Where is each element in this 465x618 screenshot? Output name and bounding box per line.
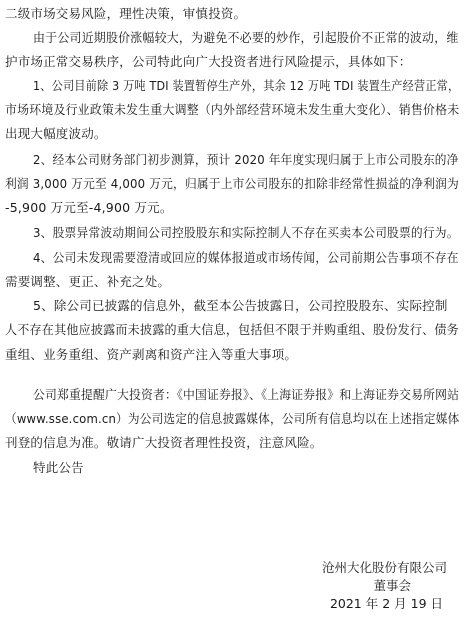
reminder-line-1: 公司郑重提醒广大投资者：《中国证券报》、《上海证券报》和上海证券交易所网站	[33, 387, 460, 402]
reminder-line-2: （www.sse.com.cn）为公司选定的信息披露媒体，公司所有信息均以在上述指定媒体	[5, 411, 460, 426]
signature-company: 沧州大化股份有限公司	[321, 560, 447, 575]
signature-board: 董事会	[373, 578, 411, 593]
item5-line-3: 重组、业务重组、资产剥离和资产注入等重大事项。	[5, 347, 298, 362]
closing-text: 特此公告	[33, 460, 84, 475]
item5-line-2: 人不存在其他应披露而未披露的重大信息，包括但不限于并购重组、股份发行、债务	[5, 322, 459, 337]
signature-date: 2021 年 2 月 19 日	[329, 596, 443, 611]
reminder-line-3: 刊登的信息为准。敬请广大投资者理性投资，注意风险。	[5, 435, 323, 450]
item2-line-1: 2、经本公司财务部门初步测算，预计 2020 年年度实现归属于上市公司股东的净	[33, 152, 459, 167]
item1-line-3: 出现大幅度波动。	[5, 126, 107, 141]
item4-line-2: 需要调整、更正、补充之处。	[5, 274, 171, 289]
item1-line-2: 市场环境及行业政策未发生重大调整（内外部经营环境未发生重大变化）、销售价格未	[5, 102, 460, 117]
intro-line-2: 护市场正常交易秩序，公司特此向广大投资者进行风险提示，具体如下：	[5, 54, 412, 69]
item1-line-1: 1、公司目前除 3 万吨 TDI 装置暂停生产外，其余 12 万吨 TDI 装置生产经营正常，	[33, 78, 460, 93]
intro-line-0: 二级市场交易风险，理性决策，审慎投资。	[5, 6, 247, 21]
item3-line-1: 3、股票异常波动期间公司控股股东和实际控制人不存在买卖本公司股票的行为。	[33, 225, 459, 240]
item5-line-1: 5、除公司已披露的信息外，截至本公告披露日，公司控股股东、实际控制	[33, 298, 448, 313]
item2-line-3: -5,900 万元至-4,900 万元。	[5, 200, 173, 215]
item2-line-2: 利润 3,000 万元至 4,000 万元，归属于上市公司股东的扣除非经常性损益的净利润为	[5, 176, 459, 191]
item4-line-1: 4、公司未发现需要澄清或回应的媒体报道或市场传闻，公司前期公告事项不存在	[33, 250, 459, 265]
intro-line-1: 由于公司近期股价涨幅较大，为避免不必要的炒作，引起股价不正常的波动，维	[33, 30, 459, 45]
